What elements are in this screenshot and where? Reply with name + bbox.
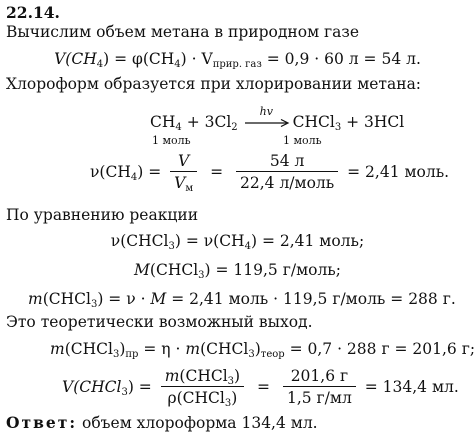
eq1-lhs-sub: 4 [96,59,104,70]
eq6-e: m [185,340,201,358]
intro-text: Вычислим объем метана в природном газе [6,23,360,41]
methane-amount-equation [90,152,449,192]
eq7-num1-b: (CHCl [179,367,228,385]
molar-mass-equation [0,261,475,279]
theory-text: Это теоретически возможный выход. [6,313,313,331]
eq6-a: m [50,340,65,358]
eq2-den2: 22,4 л/моль [240,174,335,192]
eq7-num1-c: ) [234,367,241,385]
eq1-lhs: V(CH [54,50,97,68]
eq7-den1-sub: 3 [224,398,232,409]
mass-equation [28,290,456,308]
eq2-rhs: = 2,41 моль. [347,163,450,181]
eq6-c-sub: пр [125,349,139,360]
eq7-fraction-1 [161,367,244,407]
eq5-b: (CHCl [42,290,91,308]
eq6-h: = 0,7 · 288 г = 201,6 г; [284,340,475,358]
eq2-num1: V [170,152,197,172]
eq2-num2: 54 л [236,152,338,172]
eq5-d: M [150,290,167,308]
eq7-lhs: V(CHCl [62,378,122,396]
eq6-g: ) [254,340,261,358]
eq3-c: ) = 2,41 моль; [250,232,365,250]
reaction-r1: CH [150,113,176,131]
eq6-c: ) [119,340,126,358]
chloroform-volume-equation [62,367,459,407]
reaction-p1: CHCl [292,113,335,131]
eq2-eq: = [210,163,224,181]
eq4-c: ) = 119,5 г/моль; [204,261,341,279]
eq2-lhs: ν(CH [90,163,131,181]
chloroform-amount-equation [0,232,475,250]
eq7-lhs-end: ) = [127,378,152,396]
eq7-num2: 201,6 г [283,367,356,387]
eq1-mid2: ) · V [180,50,213,68]
eq5-e: = 2,41 моль · 119,5 г/моль = 288 г. [166,290,456,308]
eq4-b-sub: 3 [198,270,205,281]
eq7-num1-a: m [164,367,180,385]
reaction-under-right: 1 моль [283,134,322,147]
eq7-rhs: = 134,4 мл. [364,378,459,396]
reaction-r2-sub: 2 [231,122,238,133]
eq6-b: (CHCl [64,340,113,358]
answer-line [6,414,318,432]
by-equation-text: По уравнению реакции [6,206,199,224]
eq2-fraction-2 [236,152,338,192]
eq2-den1: V [174,174,186,192]
eq4-a: M [134,261,150,279]
eq2-lhs-sub: 4 [130,172,138,183]
eq1-mid-sub: 4 [174,59,181,70]
eq2-den1-sub: м [185,183,194,194]
answer-text: объем хлороформа 134,4 мл. [77,414,318,432]
eq2-fraction-1 [170,152,197,192]
eq1-rhs: = 0,9 · 60 л = 54 л. [261,50,421,68]
chloroform-text: Хлороформ образуется при хлорировании метана: [6,75,422,93]
eq7-den1-a: ρ(CHCl [167,389,225,407]
eq3-a-sub: 3 [168,241,175,252]
practical-mass-equation [50,340,475,358]
eq6-d: = η · [138,340,186,358]
eq7-fraction-2 [283,367,356,407]
eq6-g-sub: теор [260,349,285,360]
eq7-num1-sub: 3 [227,376,235,387]
eq4-b: (CHCl [149,261,199,279]
methane-volume-equation [0,50,475,68]
eq3-a: ν(CHCl [110,232,169,250]
eq5-b-sub: 3 [90,299,98,310]
problem-number: 22.14. [6,3,60,22]
eq3-b: ) = ν(CH [174,232,245,250]
reaction-p1-sub: 3 [334,122,342,133]
reaction-r2: + 3Cl [181,113,232,131]
eq6-f-sub: 3 [248,349,255,360]
eq7-den1-c: ) [231,389,238,407]
reaction-r1-sub: 4 [175,122,182,133]
eq7-eq: = [257,378,271,396]
eq6-f: (CHCl [200,340,249,358]
eq7-lhs-sub: 3 [121,387,128,398]
reaction-arrow [243,105,293,131]
eq1-mid1: ) = φ(CH [103,50,175,68]
reaction-under-left: 1 моль [152,134,191,147]
eq5-c: ) = ν · [97,290,151,308]
reaction-equation [150,105,405,133]
eq2-lhs-end: ) = [137,163,162,181]
eq3-b-sub: 4 [244,241,251,252]
reaction-condition: hv [259,105,273,118]
reaction-p2: + 3HCl [341,113,405,131]
eq1-v-sub: прир. газ [212,59,262,70]
answer-label: Ответ: [6,413,78,432]
eq5-a: m [28,290,43,308]
arrow-icon [245,119,291,127]
eq6-b-sub: 3 [112,349,120,360]
eq7-den2: 1,5 г/мл [286,389,352,407]
